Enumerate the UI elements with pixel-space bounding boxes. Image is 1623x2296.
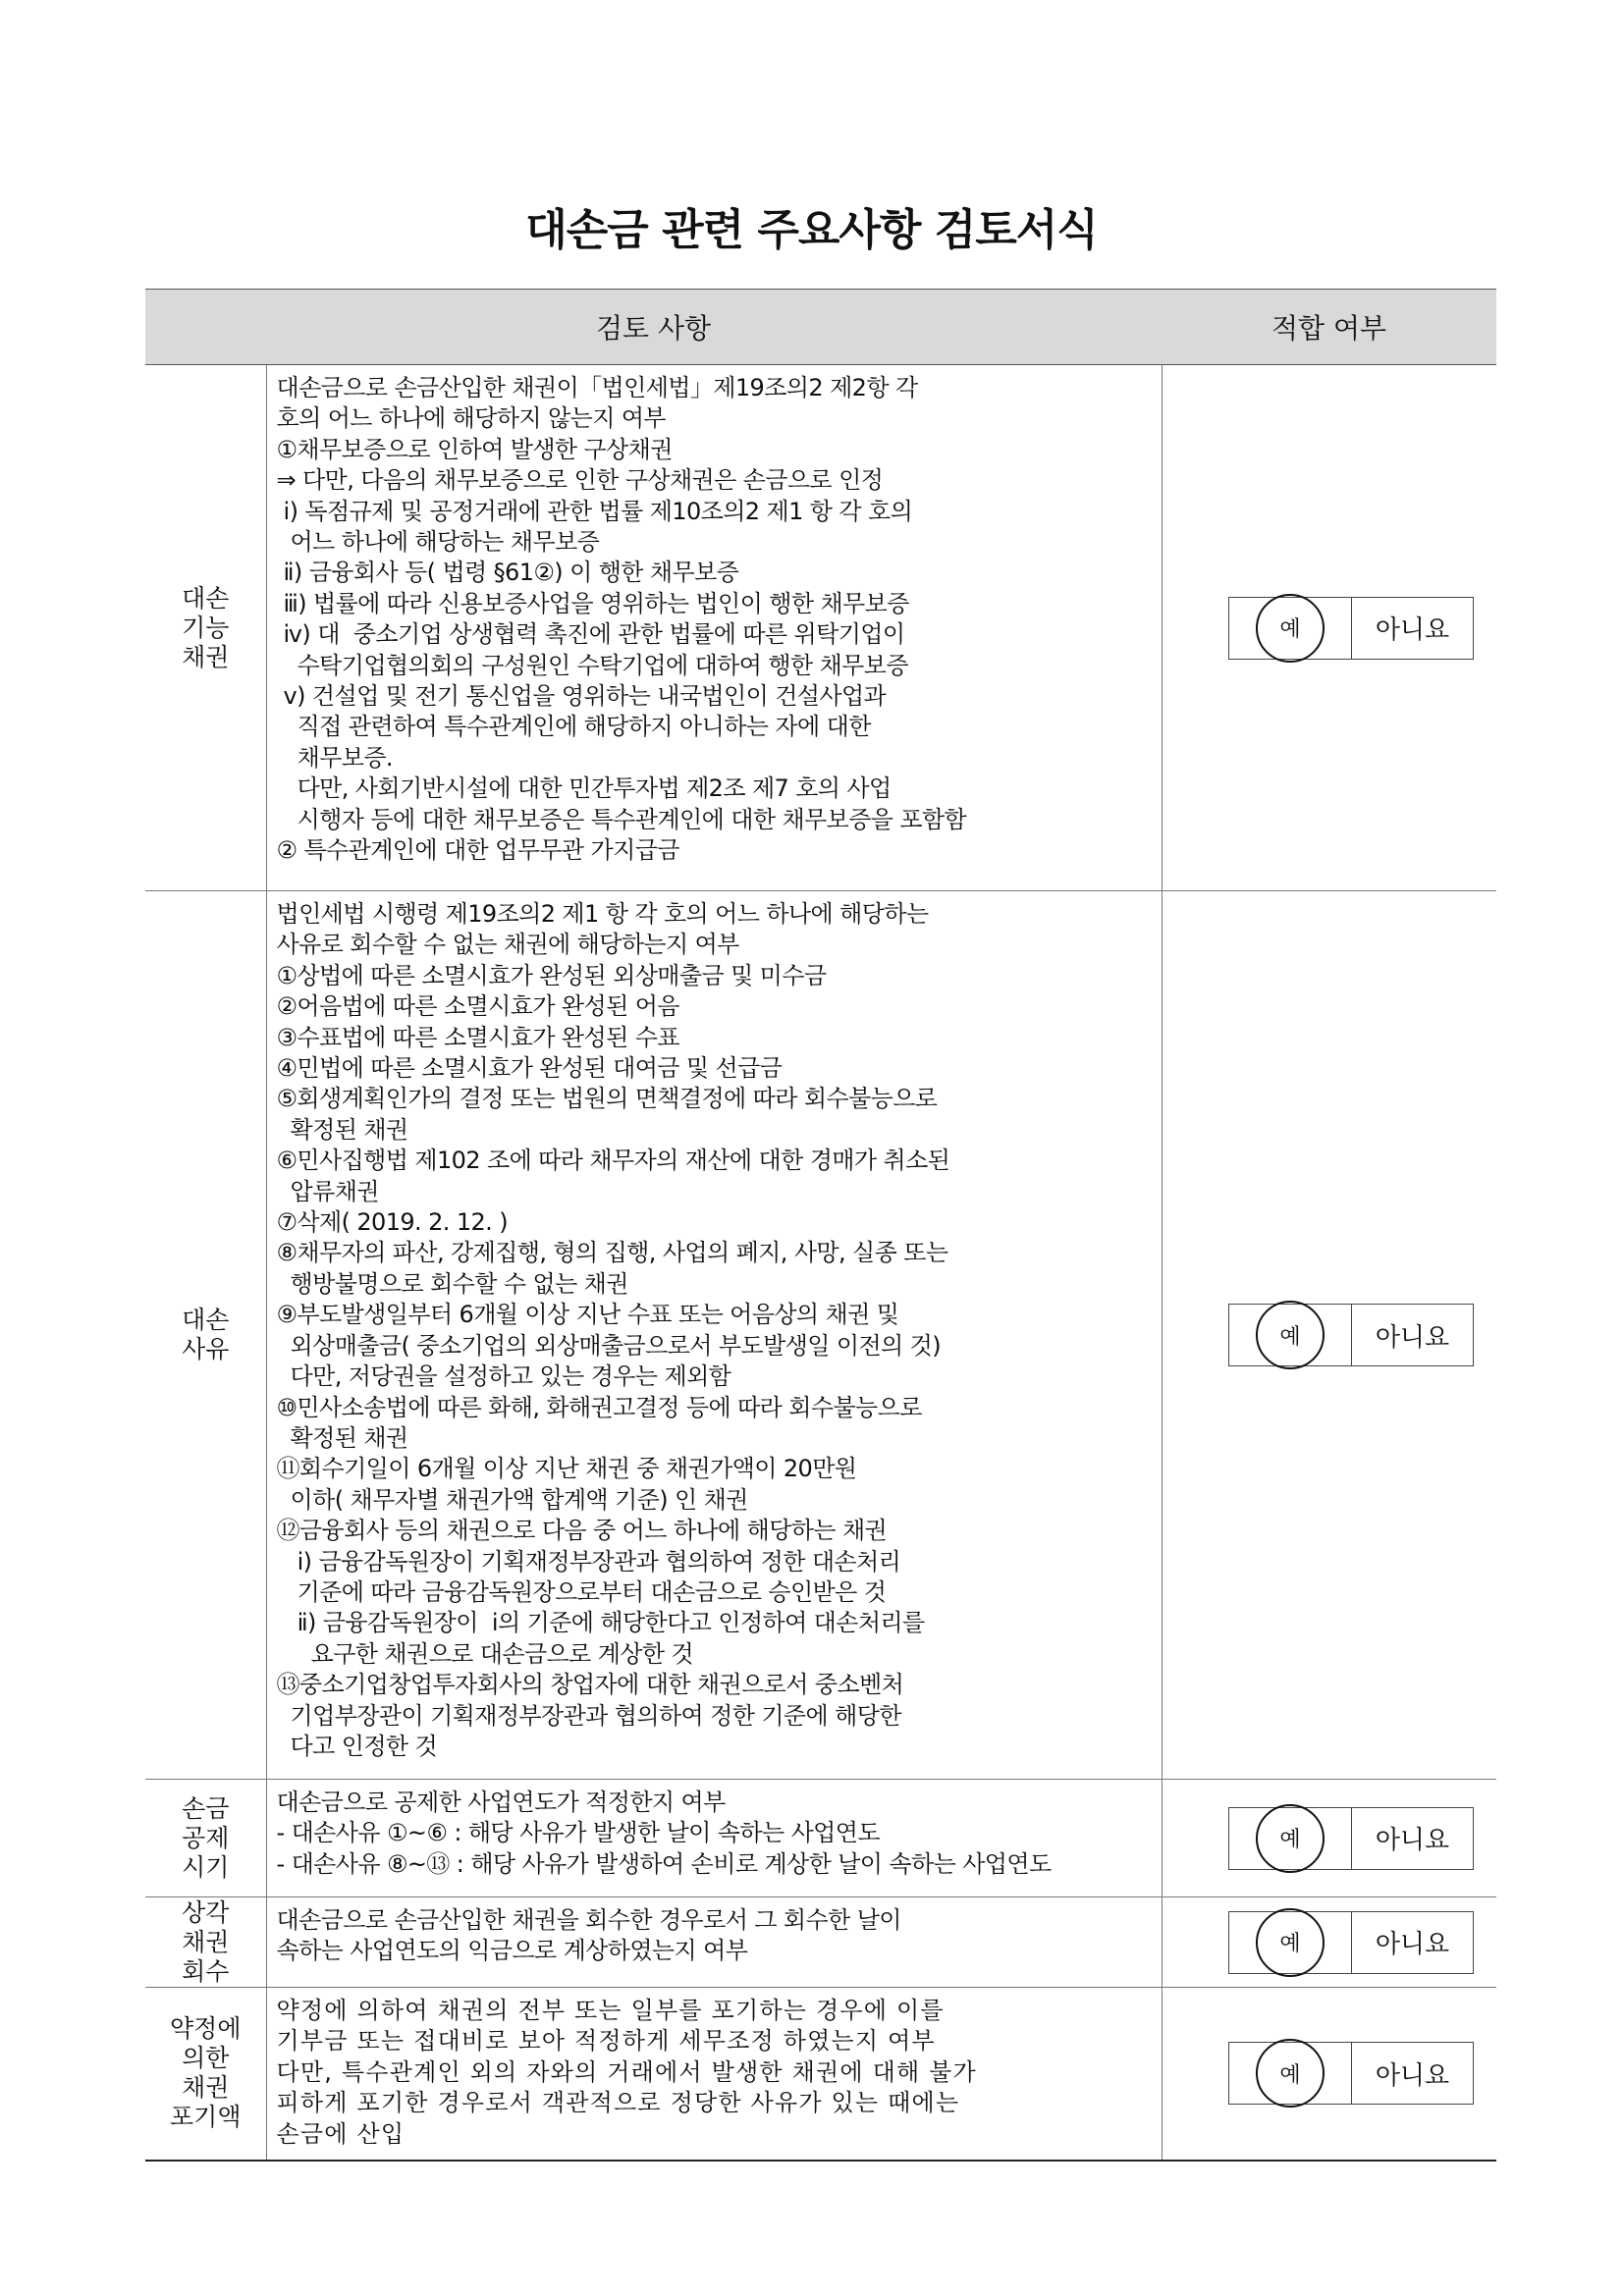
category-cell (145, 891, 266, 1780)
table-row (145, 365, 1496, 891)
content-line: ⅰ) 독점규제 및 공정거래에 관한 법률 제10조의2 제1 항 각 호의 (276, 497, 913, 525)
category-label: 기능 (182, 613, 230, 642)
category-label: 약정에 (170, 2014, 242, 2044)
category-cell (145, 1988, 266, 2161)
category-label: 포기액 (170, 2103, 242, 2132)
content-line: ⑪회수기일이 6개월 이상 지난 채권 중 채권가액이 20만원 (276, 1455, 857, 1483)
content-line: ①상법에 따른 소멸시효가 완성된 외상매출금 및 미수금 (276, 961, 827, 989)
category-label: 채권 (182, 642, 230, 671)
content-line: 손금에 산입 (276, 2119, 406, 2148)
content-line: 압류채권 (276, 1177, 379, 1205)
no-label: 아니요 (1375, 615, 1450, 645)
content-line: 다만, 사회기반시설에 대한 민간투자법 제2조 제7 호의 사업 (276, 774, 892, 803)
no-option[interactable] (1352, 2043, 1474, 2104)
review-items-header: 검토 사항 (145, 290, 1162, 365)
content-line: - 대손사유 ⑧~⑬ : 해당 사유가 발생하여 손비로 계상한 날이 속하는 사업연도 (276, 1849, 1052, 1878)
yes-no-selector[interactable] (1228, 1911, 1474, 1974)
yes-option[interactable] (1229, 598, 1352, 659)
content-line: ⇒ 다만, 다음의 채무보증으로 인한 구상채권은 손금으로 인정 (276, 466, 884, 495)
suitability-cell (1162, 1780, 1496, 1897)
content-line: ①채무보증으로 인하여 발생한 구상채권 (276, 435, 673, 463)
no-option[interactable] (1352, 1808, 1474, 1869)
no-option[interactable] (1352, 598, 1474, 659)
content-line: 확정된 채권 (276, 1115, 408, 1144)
yes-no-selector[interactable] (1228, 1304, 1474, 1366)
content-line: 대손금으로 손금산입한 채권이「법인세법」제19조의2 제2항 각 (276, 374, 918, 401)
no-label: 아니요 (1375, 2060, 1450, 2091)
category-label: 대손 (182, 583, 230, 613)
content-line: 다만, 특수관계인 외의 자와의 거래에서 발생한 채권에 대해 불가 (276, 2057, 977, 2086)
content-line: ⅰ) 금융감독원장이 기획재정부장관과 협의하여 정한 대손처리 (276, 1547, 901, 1575)
yes-option[interactable] (1229, 1912, 1352, 1973)
no-label: 아니요 (1375, 1826, 1450, 1855)
content-line: 기부금 또는 접대비로 보아 적정하게 세무조정 하였는지 여부 (276, 2027, 936, 2056)
content-line: - 대손사유 ①~⑥ : 해당 사유가 발생한 날이 속하는 사업연도 (276, 1819, 880, 1847)
content-line: 다고 인정한 것 (276, 1732, 438, 1760)
no-option[interactable] (1352, 1305, 1474, 1365)
content-line: ⅱ) 금융감독원장이 ⅰ의 기준에 해당한다고 인정하여 대손처리를 (276, 1609, 925, 1637)
content-line: 이하( 채무자별 채권가액 합계액 기준) 인 채권 (276, 1485, 748, 1514)
content-line: ⑧채무자의 파산, 강제집행, 형의 집행, 사업의 폐지, 사망, 실종 또는 (276, 1239, 948, 1267)
category-cell (145, 365, 266, 891)
category-label: 손금 (182, 1793, 230, 1823)
yes-label: 예 (1279, 1828, 1301, 1852)
yes-label: 예 (1279, 1324, 1301, 1350)
content-line: 시행자 등에 대한 채무보증은 특수관계인에 대한 채무보증을 포함함 (276, 805, 967, 833)
suitability-cell (1162, 1988, 1496, 2161)
content-line: ⅲ) 법률에 따라 신용보증사업을 영위하는 법인이 행한 채무보증 (276, 589, 909, 617)
content-line: ⑨부도발생일부터 6개월 이상 지난 수표 또는 어음상의 채권 및 (276, 1301, 899, 1329)
content-line: 확정된 채권 (276, 1423, 408, 1452)
selected-circle-mark (1256, 1908, 1325, 1977)
no-option[interactable] (1352, 1912, 1474, 1973)
category-cell (145, 1780, 266, 1897)
yes-no-selector[interactable] (1228, 1807, 1474, 1870)
yes-label: 예 (1279, 1932, 1301, 1956)
content-line: ⑦삭제( 2019. 2. 12. ) (276, 1208, 508, 1237)
review-table (145, 289, 1496, 2162)
content-line: 대손금으로 손금산입한 채권을 회수한 경우로서 그 회수한 날이 (276, 1906, 901, 1934)
content-line: 사유로 회수할 수 없는 채권에 해당하는지 여부 (276, 931, 739, 959)
category-label: 채권 (182, 2073, 230, 2103)
content-line: ④민법에 따른 소멸시효가 완성된 대여금 및 선급금 (276, 1054, 783, 1083)
yes-label: 예 (1279, 617, 1301, 642)
content-line: 행방불명으로 회수할 수 없는 채권 (276, 1269, 628, 1298)
review-item-content (266, 1988, 1162, 2161)
content-line: ⑬중소기업창업투자회사의 창업자에 대한 채권으로서 중소벤처 (276, 1671, 904, 1699)
content-line: ② 특수관계인에 대한 업무무관 가지급금 (276, 836, 679, 865)
category-label: 채권 (182, 1927, 230, 1956)
category-label: 의한 (182, 2044, 230, 2073)
content-line: 피하게 포기한 경우로서 객관적으로 정당한 사유가 있는 때에는 (276, 2089, 960, 2117)
review-item-content (266, 1780, 1162, 1897)
page-title: 대손금 관련 주요사항 검토서식 (525, 205, 1098, 255)
table-row (145, 1897, 1496, 1988)
content-line: ⅴ) 건설업 및 전기 통신업을 영위하는 내국법인이 건설사업과 (276, 682, 887, 711)
content-line: 기준에 따라 금융감독원장으로부터 대손금으로 승인받은 것 (276, 1577, 887, 1606)
yes-option[interactable] (1229, 1808, 1352, 1869)
table-row (145, 891, 1496, 1780)
content-line: ⅳ) 대 중소기업 상생협력 촉진에 관한 법률에 따른 위탁기업이 (276, 620, 905, 649)
selected-circle-mark (1256, 1804, 1325, 1873)
content-line: ⑩민사소송법에 따른 화해, 화해권고결정 등에 따라 회수불능으로 (276, 1393, 922, 1421)
suitability-cell (1162, 1897, 1496, 1988)
content-line: 직접 관련하여 특수관계인에 해당하지 아니하는 자에 대한 (276, 713, 871, 741)
content-line: 약정에 의하여 채권의 전부 또는 일부를 포기하는 경우에 이를 (276, 1997, 945, 2024)
yes-no-selector[interactable] (1228, 597, 1474, 660)
yes-label: 예 (1279, 2062, 1301, 2088)
content-line: 다만, 저당권을 설정하고 있는 경우는 제외함 (276, 1362, 731, 1391)
content-line: ⑤회생계획인가의 결정 또는 법원의 면책결정에 따라 회수불능으로 (276, 1085, 938, 1113)
content-line: ⅱ) 금융회사 등( 법령 §61②) 이 행한 채무보증 (276, 559, 739, 587)
content-line: 법인세법 시행령 제19조의2 제1 항 각 호의 어느 하나에 해당하는 (276, 900, 929, 928)
yes-no-selector[interactable] (1228, 2042, 1474, 2105)
review-item-content (266, 891, 1162, 1780)
category-cell (145, 1897, 266, 1988)
suitability-cell (1162, 891, 1496, 1780)
suitability-cell (1162, 365, 1496, 891)
category-label: 대손 (182, 1306, 230, 1334)
content-line: 요구한 채권으로 대손금으로 계상한 것 (276, 1639, 694, 1668)
no-label: 아니요 (1375, 1322, 1450, 1353)
content-line: ⑥민사집행법 제102 조에 따라 채무자의 재산에 대한 경매가 취소된 (276, 1147, 950, 1175)
content-line: 수탁기업협의회의 구성원인 수탁기업에 대하여 행한 채무보증 (276, 651, 908, 679)
yes-option[interactable] (1229, 2043, 1352, 2104)
selected-circle-mark (1256, 2039, 1325, 2108)
content-line: ②어음법에 따른 소멸시효가 완성된 어음 (276, 992, 679, 1021)
selected-circle-mark (1256, 1301, 1325, 1369)
table-header-row (145, 290, 1496, 365)
table-row (145, 1780, 1496, 1897)
review-item-content (266, 1897, 1162, 1988)
category-label: 상각 (182, 1897, 230, 1927)
content-line: 기업부장관이 기획재정부장관과 협의하여 정한 기준에 해당한 (276, 1701, 901, 1730)
category-label: 사유 (182, 1335, 230, 1363)
no-label: 아니요 (1375, 1930, 1450, 1959)
content-line: 속하는 사업연도의 익금으로 계상하였는지 여부 (276, 1937, 748, 1965)
suitability-header: 적합 여부 (1162, 290, 1496, 365)
content-line: 외상매출금( 중소기업의 외상매출금으로서 부도발생일 이전의 것) (276, 1331, 941, 1360)
category-label: 공제 (182, 1823, 230, 1852)
content-line: 호의 어느 하나에 해당하지 않는지 여부 (276, 404, 666, 433)
content-line: 어느 하나에 해당하는 채무보증 (276, 528, 600, 557)
category-label: 시기 (182, 1852, 230, 1882)
table-row (145, 1988, 1496, 2161)
selected-circle-mark (1256, 594, 1325, 663)
content-line: 대손금으로 공제한 사업연도가 적정한지 여부 (276, 1789, 726, 1816)
content-line: ③수표법에 따른 소멸시효가 완성된 수표 (276, 1023, 679, 1051)
yes-option[interactable] (1229, 1305, 1352, 1365)
content-line: 채무보증. (276, 743, 393, 772)
content-line: ⑫금융회사 등의 채권으로 다음 중 어느 하나에 해당하는 채권 (276, 1517, 888, 1545)
category-label: 회수 (182, 1956, 230, 1986)
review-item-content (266, 365, 1162, 891)
